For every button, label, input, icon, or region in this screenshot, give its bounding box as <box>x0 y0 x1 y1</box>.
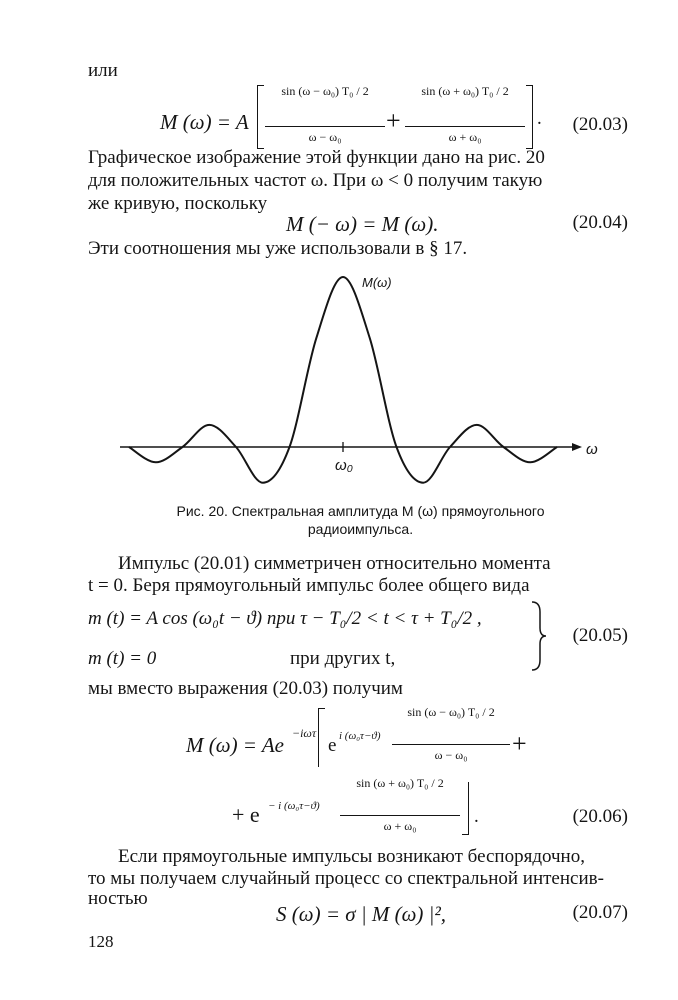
eq2006-t1-num: sin (ω − ω₀) T₀ / 2 <box>407 705 495 719</box>
eq2003-den2: ω + ω₀ <box>448 130 482 144</box>
eq2003-left-bracket <box>257 85 264 149</box>
eq2006-lhs: M (ω) = Ae <box>186 733 284 757</box>
eq2006-t1-e: e <box>328 735 337 756</box>
p1-line1: Графическое изображение этой функции дано на рис. 20 <box>88 147 545 168</box>
eq2006-t2-lead: + e <box>232 802 260 827</box>
y-axis-label: M(ω) <box>362 275 392 290</box>
p4: мы вместо выражения (20.03) получим <box>88 678 403 699</box>
figure-caption-line1: Рис. 20. Спектральная амплитуда M (ω) прямоугольного <box>176 503 545 519</box>
eq2006-left-bracket <box>318 708 325 767</box>
page-number: 128 <box>88 932 114 951</box>
eq2006-t1-fracbar <box>392 744 510 745</box>
eq2006-t2-exp: − i (ω₀τ−ϑ) <box>268 800 320 812</box>
eq2003-fracbar2 <box>405 126 525 127</box>
p5-line1: Если прямоугольные импульсы возникают беспорядочно, <box>118 846 585 867</box>
x-tick-label-omega0: ω₀ <box>335 457 354 474</box>
eq2006-t2-den: ω + ω₀ <box>383 819 417 833</box>
p2: Эти соотношения мы уже использовали в § 17. <box>88 238 468 259</box>
p3-line1: Импульс (20.01) симметричен относительно момента <box>118 553 551 574</box>
eq2006-number: (20.06) <box>572 806 628 827</box>
eq2006-lhs-exp: −iωτ <box>292 726 317 740</box>
eq2003-right-bracket <box>526 85 533 149</box>
eq2005-right-brace <box>528 600 548 672</box>
eq2006-right-bracket <box>462 782 469 835</box>
figure-caption-line2: радиоимпульса. <box>307 521 414 537</box>
x-axis-arrow <box>572 443 582 451</box>
eq2003-lhs: M (ω) = A <box>160 110 249 134</box>
eq2005-line1: m (t) = A cos (ω₀t − ϑ) при τ − T₀/2 < t < τ + T₀/2 , <box>88 608 482 629</box>
p1-line2: для положительных частот ω. При ω < 0 получим такую <box>88 170 543 191</box>
eq2003-tail: . <box>537 108 542 129</box>
eq2006-t2-fracbar <box>340 815 460 816</box>
eq2003-fracbar1 <box>265 126 385 127</box>
eq2004-number: (20.04) <box>572 212 628 233</box>
figure-spectral-amplitude <box>0 260 678 490</box>
x-axis-label: ω <box>586 441 598 458</box>
eq2005-line2-right: при других t, <box>290 648 396 669</box>
eq2004-body: M (− ω) = M (ω). <box>286 212 439 236</box>
eq2003-plus: + <box>386 106 401 135</box>
eq2003-number: (20.03) <box>572 114 628 135</box>
p5-line3: ностью <box>88 888 148 909</box>
p1-line3: же кривую, поскольку <box>88 193 268 214</box>
eq2007-number: (20.07) <box>572 902 628 923</box>
eq2006-t1-den: ω − ω₀ <box>434 748 468 762</box>
eq2005-line2-left: m (t) = 0 <box>88 648 157 669</box>
eq2007-body: S (ω) = σ | M (ω) |², <box>276 902 446 926</box>
eq2006-tail: . <box>474 806 479 827</box>
eq2003-num2: sin (ω + ω₀) T₀ / 2 <box>421 84 509 98</box>
eq2003-num1: sin (ω − ω₀) T₀ / 2 <box>281 84 369 98</box>
text-ili: или <box>88 60 118 81</box>
eq2006-t1-exp: i (ω₀τ−ϑ) <box>339 730 381 742</box>
p3-line2: t = 0. Беря прямоугольный импульс более общего вида <box>88 575 530 596</box>
eq2005-number: (20.05) <box>572 625 628 646</box>
eq2006-plus-end: + <box>512 729 527 758</box>
eq2006-t2-num: sin (ω + ω₀) T₀ / 2 <box>356 776 444 790</box>
p5-line2: то мы получаем случайный процесс со спектральной интенсив- <box>88 868 604 889</box>
eq2003-den1: ω − ω₀ <box>308 130 342 144</box>
